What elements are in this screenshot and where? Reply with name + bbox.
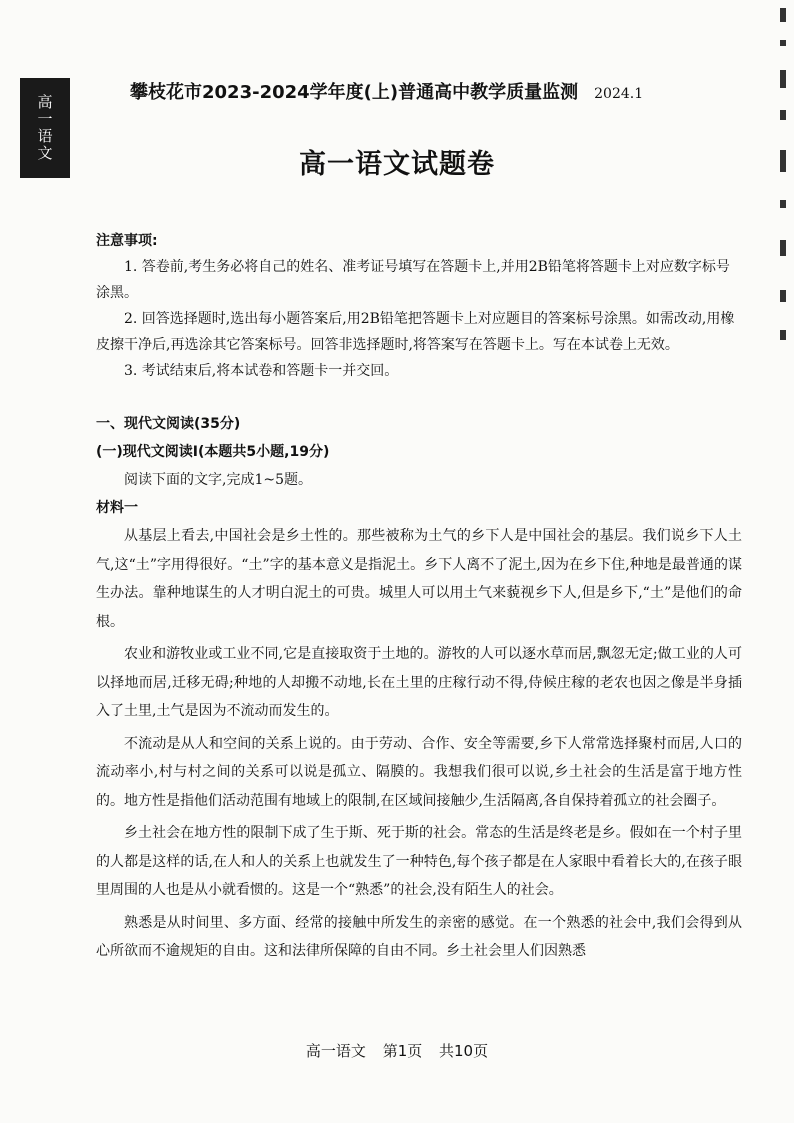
page-footer	[0, 1040, 794, 1061]
notice-item-1: 1. 答卷前,考生务必将自己的姓名、准考证号填写在答题卡上,并用2B铅笔将答题卡上对应数字标号涂黑。	[96, 259, 730, 301]
notice-title: 注意事项:	[96, 233, 158, 249]
subject-side-tab: 高一语文	[20, 78, 70, 178]
section-heading: 一、现代文阅读(35分)	[96, 416, 241, 432]
passage-paragraph: 农业和游牧业或工业不同,它是直接取资于土地的。游牧的人可以逐水草而居,飘忽无定;做工业的人可以择地而居,迁移无碍;种地的人却搬不动地,长在土里的庄稼行动不得,侍候庄稼的老农也因之像是半身插入了土里,土气是因为不流动而发生的。	[96, 646, 742, 719]
passage-paragraph: 熟悉是从时间里、多方面、经常的接触中所发生的亲密的感觉。在一个熟悉的社会中,我们会得到从心所欲而不逾规矩的自由。这和法律所保障的自由不同。乡土社会里人们因熟悉	[96, 914, 742, 959]
passage-paragraph: 从基层上看去,中国社会是乡土性的。那些被称为土气的乡下人是中国社会的基层。我们说乡下人土气,这“土”字用得很好。“土”字的基本意义是指泥土。乡下人离不了泥土,因为在乡下住,种地是最普通的谋生办法。靠种地谋生的人才明白泥土的可贵。城里人可以用土气来藐视乡下人,但是乡下,“土”是他们的命根。	[96, 528, 742, 630]
passage-paragraph: 乡土社会在地方性的限制下成了生于斯、死于斯的社会。常态的生活是终老是乡。假如在一个村子里的人都是这样的话,在人和人的关系上也就发生了一种特色,每个孩子都是在人家眼中看着长大的,在孩子眼里周围的人也是从小就看惯的。这是一个“熟悉”的社会,没有陌生人的社会。	[96, 825, 742, 898]
footer-total-pages: 共10页	[439, 1042, 489, 1060]
reading-instruction: 阅读下面的文字,完成1~5题。	[124, 472, 312, 488]
main-content	[96, 228, 742, 970]
exam-header	[130, 78, 750, 104]
notice-item-3: 3. 考试结束后,将本试卷和答题卡一并交回。	[124, 363, 399, 379]
passage-paragraph: 不流动是从人和空间的关系上说的。由于劳动、合作、安全等需要,乡下人常常选择聚村而居,人口的流动率小,村与村之间的关系可以说是孤立、隔膜的。我想我们很可以说,乡土社会的生活是富于地方性的。地方性是指他们活动范围有地域上的限制,在区域间接触少,生活隔离,各自保持着孤立的社会圈子。	[96, 735, 742, 809]
reading-passage	[96, 522, 742, 966]
exam-date: 2024.1	[594, 86, 644, 102]
notice-item-2: 2. 回答选择题时,选出每小题答案后,用2B铅笔把答题卡上对应题目的答案标号涂黑。如需改动,用橡皮擦干净后,再选涂其它答案标号。回答非选择题时,将答案写在答题卡上。写在本试卷上无效。	[96, 311, 735, 353]
subsection-heading: (一)现代文阅读Ⅰ(本题共5小题,19分)	[96, 444, 330, 460]
notice-section	[96, 228, 742, 384]
material-title: 材料一	[96, 500, 138, 516]
footer-page-number: 第1页	[382, 1042, 423, 1060]
page-title: 高一语文试题卷	[299, 149, 495, 180]
footer-subject: 高一语文	[305, 1042, 366, 1060]
exam-name: 攀枝花市2023-2024学年度(上)普通高中教学质量监测	[130, 82, 579, 103]
